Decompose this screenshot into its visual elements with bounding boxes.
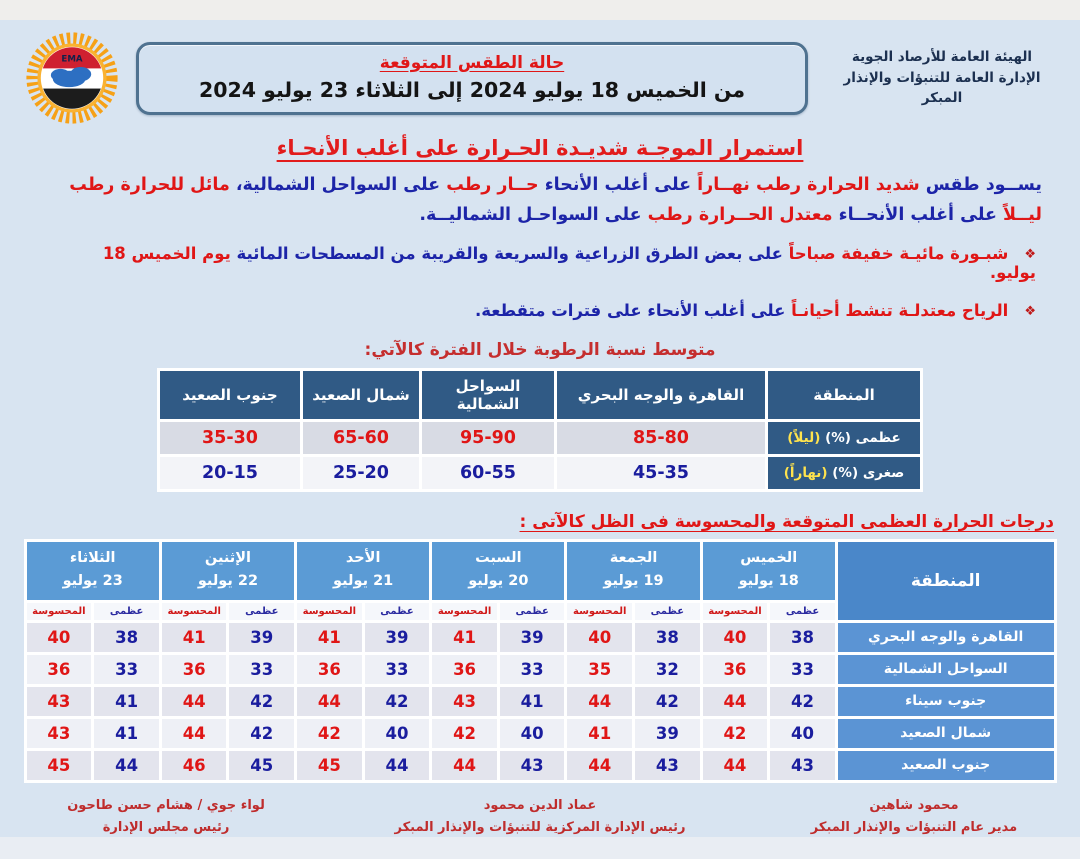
temp-row	[27, 655, 1054, 684]
temp-max-value: 42	[229, 687, 294, 716]
temp-row	[27, 751, 1054, 780]
temp-max-value: 33	[770, 655, 835, 684]
temp-day-date: 19 يوليو	[603, 573, 664, 590]
humidity-row-label-main: صغرى (%)	[827, 465, 905, 482]
humidity-row	[160, 422, 920, 454]
humidity-col-header: شمال الصعيد	[303, 371, 419, 419]
temp-sub-max: عظمى	[770, 603, 835, 620]
temp-day-date: 22 يوليو	[197, 573, 259, 590]
temp-feels-value: 42	[432, 719, 497, 748]
humidity-row-label-accent: (نهاراً)	[783, 465, 828, 482]
signature-block	[395, 795, 686, 839]
temp-day-header	[162, 542, 294, 599]
temp-day-header	[567, 542, 699, 599]
signature-name: محمود شاهين	[869, 797, 959, 813]
temp-max-value: 41	[500, 687, 565, 716]
temp-day-name: الإثنين	[204, 550, 252, 567]
humidity-row-label	[768, 457, 920, 489]
temp-sub-max: عظمى	[635, 603, 700, 620]
temp-max-value: 33	[500, 655, 565, 684]
org-line1: الهيئة العامة للأرصاد الجوية	[851, 48, 1033, 65]
temp-max-value: 42	[635, 687, 700, 716]
temp-max-value: 40	[500, 719, 565, 748]
bullet-list	[58, 244, 1036, 320]
temp-max-value: 39	[229, 623, 294, 652]
temp-feels-value: 43	[432, 687, 497, 716]
temp-max-value: 33	[94, 655, 159, 684]
temp-region-name: القاهرة والوجه البحري	[838, 623, 1054, 652]
humidity-value: 20-15	[160, 457, 300, 489]
temp-day-date: 23 يوليو	[62, 573, 123, 590]
temp-feels-value: 42	[703, 719, 768, 748]
temp-feels-value: 44	[162, 687, 227, 716]
temp-max-value: 42	[229, 719, 294, 748]
temp-sub-feels: المحسوسة	[162, 603, 227, 620]
temp-max-value: 32	[635, 655, 700, 684]
temp-max-value: 44	[94, 751, 159, 780]
temp-feels-value: 40	[703, 623, 768, 652]
temp-max-value: 41	[94, 719, 159, 748]
temp-day-header	[27, 542, 159, 599]
title-box	[136, 42, 808, 115]
summary-paragraph	[58, 170, 1042, 230]
temp-day-date: 20 يوليو	[468, 573, 529, 590]
temp-feels-value: 36	[703, 655, 768, 684]
temp-feels-value: 36	[297, 655, 362, 684]
temp-feels-value: 35	[567, 655, 632, 684]
humidity-value: 60-55	[422, 457, 554, 489]
temp-sub-feels: المحسوسة	[432, 603, 497, 620]
temp-row	[27, 623, 1054, 652]
summary-segment: على أغلب الأنحــاء	[832, 205, 997, 226]
temp-feels-value: 44	[703, 687, 768, 716]
temp-day-name: الثلاثاء	[69, 550, 116, 567]
org-line2: الإدارة العامة للتنبؤات والإنذار المبكر	[843, 69, 1041, 107]
temp-max-value: 33	[365, 655, 430, 684]
humidity-col-region: المنطقة	[768, 371, 920, 419]
temp-day-header	[432, 542, 564, 599]
summary-segment: حــار رطب	[440, 175, 539, 195]
temp-feels-value: 44	[297, 687, 362, 716]
bullet-segment: شبـورة مائيـة خفيفة صباحاً	[782, 244, 1009, 264]
temp-feels-value: 42	[297, 719, 362, 748]
humidity-col-header: القاهرة والوجه البحري	[557, 371, 765, 419]
summary-segment: شديد الحرارة رطب نهــاراً	[691, 175, 920, 195]
summary-segment: على أغلب الأنحاء	[538, 175, 692, 195]
temp-max-value: 43	[635, 751, 700, 780]
temp-feels-value: 41	[297, 623, 362, 652]
temp-max-value: 45	[229, 751, 294, 780]
humidity-value: 25-20	[303, 457, 419, 489]
summary-segment: مائل للحرارة رطب ليــلاً	[69, 175, 1042, 226]
humidity-title: متوسط نسبة الرطوبة خلال الفترة كالآتي:	[364, 340, 716, 361]
temp-region-header: المنطقة	[838, 542, 1054, 619]
summary-segment: على السواحل الشمالية،	[229, 175, 441, 195]
humidity-value: 35-30	[160, 422, 300, 454]
temp-feels-value: 43	[27, 687, 92, 716]
temp-feels-value: 43	[27, 719, 92, 748]
humidity-col-header: السواحل الشمالية	[422, 371, 554, 419]
logo-text: EMA	[61, 54, 83, 65]
temp-feels-value: 45	[297, 751, 362, 780]
temp-region-name: جنوب سيناء	[838, 687, 1054, 716]
temp-feels-value: 45	[27, 751, 92, 780]
ema-sun-logo-icon	[24, 30, 120, 126]
temp-feels-value: 36	[162, 655, 227, 684]
temp-sub-feels: المحسوسة	[567, 603, 632, 620]
temp-max-value: 40	[770, 719, 835, 748]
humidity-row-label	[768, 422, 920, 454]
temp-row	[27, 687, 1054, 716]
temp-day-date: 21 يوليو	[333, 573, 394, 590]
temp-max-value: 42	[365, 687, 430, 716]
bottom-strip	[0, 837, 1080, 859]
humidity-row	[160, 457, 920, 489]
temp-feels-value: 36	[27, 655, 92, 684]
bullet-segment: يوم الخميس 18 يوليو.	[102, 244, 1036, 283]
temp-sub-feels: المحسوسة	[297, 603, 362, 620]
signature-block	[56, 795, 276, 839]
bullet-marker-icon: ❖	[1024, 247, 1036, 263]
temp-day-header	[297, 542, 429, 599]
temp-region-name: السواحل الشمالية	[838, 655, 1054, 684]
summary-segment: يســود طقس	[919, 175, 1042, 195]
signature-name: لواء جوي / هشام حسن طاحون	[67, 797, 265, 813]
temp-feels-value: 44	[432, 751, 497, 780]
temp-region-name: جنوب الصعيد	[838, 751, 1054, 780]
bullet-segment: على بعض الطرق الزراعية والسريعة والقريبة من المسطحات المائية	[230, 244, 783, 264]
temp-day-name: السبت	[475, 550, 522, 567]
temp-max-value: 38	[770, 623, 835, 652]
org-name-block	[824, 47, 1060, 110]
temp-max-value: 41	[94, 687, 159, 716]
temp-day-name: الخميس	[740, 550, 798, 567]
signature-title: رئيس الإدارة المركزية للتنبؤات والإنذار المبكر	[394, 819, 686, 835]
temp-sub-feels: المحسوسة	[27, 603, 92, 620]
report-title: حالة الطقس المتوقعة	[379, 52, 565, 73]
temp-feels-value: 46	[162, 751, 227, 780]
bullet-segment: على أغلب الأنحاء على فترات متقطعة.	[474, 301, 786, 321]
bullet-item	[58, 301, 1036, 320]
temp-feels-value: 44	[567, 751, 632, 780]
temp-feels-value: 44	[703, 751, 768, 780]
humidity-row-label-accent: (ليلاً)	[787, 430, 821, 447]
header	[0, 20, 1080, 126]
signature-title: مدير عام التنبؤات والإنذار المبكر	[810, 819, 1018, 835]
headline: استمرار الموجـة شديـدة الحـرارة على أغلب الأنحـاء	[276, 136, 804, 160]
bullet-segment: الرياح معتدلـة تنشط أحيانـاً	[785, 301, 1009, 321]
temp-max-value: 39	[635, 719, 700, 748]
temp-sub-max: عظمى	[500, 603, 565, 620]
temp-max-value: 38	[635, 623, 700, 652]
temp-region-name: شمال الصعيد	[838, 719, 1054, 748]
temp-max-value: 40	[365, 719, 430, 748]
bullet-marker-icon: ❖	[1024, 304, 1036, 320]
temperature-table	[24, 539, 1057, 782]
temp-sub-max: عظمى	[365, 603, 430, 620]
temp-max-value: 44	[365, 751, 430, 780]
temp-day-name: الجمعة	[609, 550, 658, 567]
humidity-row-label-main: عظمى (%)	[820, 430, 901, 447]
temp-max-value: 43	[500, 751, 565, 780]
temp-day-date: 18 يوليو	[738, 573, 799, 590]
temp-max-value: 39	[365, 623, 430, 652]
temp-max-value: 42	[770, 687, 835, 716]
temp-feels-value: 41	[567, 719, 632, 748]
temp-max-value: 43	[770, 751, 835, 780]
humidity-value: 45-35	[557, 457, 765, 489]
temp-feels-value: 41	[432, 623, 497, 652]
humidity-table	[157, 368, 923, 492]
temp-sub-feels: المحسوسة	[703, 603, 768, 620]
report-date-range: من الخميس 18 يوليو 2024 إلى الثلاثاء 23 يوليو 2024	[198, 77, 746, 102]
humidity-value: 85-80	[557, 422, 765, 454]
signature-row	[56, 795, 1024, 839]
temp-max-value: 33	[229, 655, 294, 684]
temp-feels-value: 40	[27, 623, 92, 652]
summary-segment: على السواحـل الشماليــة.	[419, 205, 642, 226]
temp-day-name: الأحد	[345, 550, 381, 567]
temp-max-value: 39	[500, 623, 565, 652]
temp-feels-value: 44	[162, 719, 227, 748]
bullet-item	[58, 244, 1036, 282]
temp-feels-value: 36	[432, 655, 497, 684]
temp-day-header	[703, 542, 835, 599]
temp-feels-value: 41	[162, 623, 227, 652]
temp-row	[27, 719, 1054, 748]
temp-sub-max: عظمى	[229, 603, 294, 620]
temp-feels-value: 44	[567, 687, 632, 716]
summary-segment: معتدل الحــرارة رطب	[641, 205, 833, 226]
temp-sub-max: عظمى	[94, 603, 159, 620]
temp-max-value: 38	[94, 623, 159, 652]
temp-feels-value: 40	[567, 623, 632, 652]
signature-title: رئيس مجلس الإدارة	[102, 819, 230, 835]
signature-name: عماد الدين محمود	[483, 797, 597, 813]
signature-block	[804, 795, 1024, 839]
temperature-title: درجات الحرارة العظمى المتوقعة والمحسوسة فى الظل كالآتى :	[519, 512, 1054, 533]
humidity-value: 65-60	[303, 422, 419, 454]
humidity-col-header: جنوب الصعيد	[160, 371, 300, 419]
humidity-value: 95-90	[422, 422, 554, 454]
top-strip	[0, 0, 1080, 20]
